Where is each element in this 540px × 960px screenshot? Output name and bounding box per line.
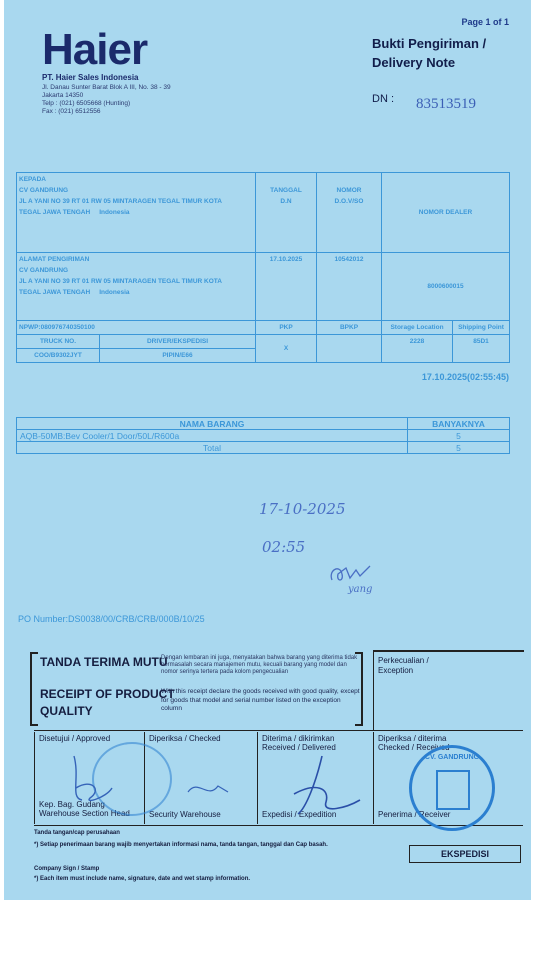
tanggal-label: TANGGAL [270,187,302,194]
storage-label: Storage Location [382,321,453,335]
shipping-label: Shipping Point [453,321,510,335]
sig-approved-label: Disetujui / Approved [39,734,111,743]
ship-country: Indonesia [99,289,130,296]
shipping-value: 85D1 [453,335,510,363]
ekspedisi-button: EKSPEDISI [409,845,521,863]
company-stamp-icon [409,745,495,831]
handwritten-signature-icon [326,562,376,586]
sig-label-line: Checked / Received [378,743,450,752]
nomor-header [317,173,382,253]
title-line-en: Delivery Note [372,55,456,70]
sig-foot-3: Expedisi / Expedition [262,810,337,819]
haier-logo: Haier [42,25,148,74]
driver-label: DRIVER/EKSPEDISI [100,335,256,349]
stamp-text: CV. GANDRUNG [424,754,480,761]
kepada-label: KEPADA [19,176,46,183]
tanggal-sub: D.N [280,198,292,205]
footer-sign-label: Tanda tangan/cap perusahaan [34,830,120,836]
truck-label: TRUCK NO. [17,335,100,349]
address-line: Jl. Danau Sunter Barat Blok A III, No. 38 - 39 [42,84,171,91]
total-value: 5 [408,442,510,454]
page-indicator: Page 1 of 1 [461,17,509,27]
title-line-id: Bukti Pengiriman / [372,36,487,51]
handwritten-name: yang [348,584,373,595]
total-label: Total [17,442,408,454]
delivery-note-paper [4,0,531,900]
print-timestamp: 17.10.2025(02:55:45) [421,372,509,382]
receipt-text-en: With this receipt declare the goods received with good quality, except for goods that model and serial number listed on the exception column [161,688,360,712]
handwritten-date: 17-10-2025 [259,500,346,518]
bracket-right-bottom [355,724,363,726]
sig-label-line: Received / Delivered [262,743,336,752]
table-row [17,430,510,442]
sig-checked-label: Diperiksa / Checked [149,734,221,743]
sig-foot-line: Warehouse Section Head [39,809,130,818]
tanggal-header [256,173,317,253]
nomor-sub: D.O.V/SO [334,198,364,205]
consignee-name: CV GANDRUNG [19,187,69,194]
nomor-label: NOMOR [336,187,362,194]
ship-address-cell [17,253,256,321]
sig-received-label [262,734,374,752]
sig-label-line: Diperiksa / diterima [378,734,447,743]
stamp-inner-box [436,770,470,810]
ship-label: ALAMAT PENGIRIMAN [19,256,90,263]
ship-address: TEGAL JAWA TENGAH [19,289,91,296]
receipt-title-en-line: RECEIPT OF PRODUCT [40,687,175,701]
truck-driver-cell [17,335,256,363]
checked-signature-icon [184,772,234,802]
receipt-text-id: Dengan lembaran ini juga, menyatakan bahwa barang yang diterima tidak bermasalah secara manajemen mutu, kecuali barang yang model dan nomor serinya tertera pada kolom pengecualian [161,655,358,675]
po-number: PO Number:DS0038/00/CRB/CRB/000B/10/25 [18,614,205,624]
consignee-address: TEGAL JAWA TENGAH [19,209,91,216]
date-value: 17.10.2025 [256,253,317,321]
sig-foot-2: Security Warehouse [149,810,221,819]
expedition-signature-icon [286,752,366,822]
footer-company-note: *) Each item must include name, signature, date and wet stamp information. [34,876,251,882]
bracket-left-bottom [30,724,38,726]
truck-value: COO/B9302JYT [17,349,100,363]
truck-driver-table [17,335,255,362]
ship-name: CV GANDRUNG [19,267,69,274]
col-nama-barang: NAMA BARANG [17,418,408,430]
pkp-value: X [256,335,317,363]
ship-address: JL A YANI NO 39 RT 01 RW 05 MINTARAGEN TEGAL TIMUR KOTA [19,278,222,285]
consignee-address: JL A YANI NO 39 RT 01 RW 05 MINTARAGEN TEGAL TIMUR KOTA [19,198,222,205]
phone-line: Telp : (021) 6505668 (Hunting) [42,100,131,107]
bracket-right-top [355,652,363,654]
sig-foot-line: Kep. Bag. Gudang [39,800,105,809]
receipt-title-en-line: QUALITY [40,704,93,718]
dealer-value: 8000600015 [382,253,510,321]
receipt-title-en [40,686,175,720]
consignee-table [16,172,510,363]
bpkp-label: BPKP [317,321,382,335]
footer-company-sign: Company Sign / Stamp [34,866,100,872]
bracket-left [30,652,32,726]
handwritten-time: 02:55 [262,538,306,556]
exception-label: Perkecualian / Exception [378,656,429,675]
sig-label-line: Diterima / dikirimkan [262,734,335,743]
document-title [372,34,486,72]
sig-foot-4: Penerima / Receiver [378,810,451,819]
dn-number: 83513519 [416,96,476,112]
kepada-cell [17,173,256,253]
receipt-title-id: TANDA TERIMA MUTU [40,655,168,669]
col-banyaknya: BANYAKNYA [408,418,510,430]
item-qty: 5 [408,430,510,442]
dealer-header: NOMOR DEALER [382,173,510,253]
npwp: NPWP:080976740350100 [17,321,256,335]
approved-signature-icon [62,748,122,808]
consignee-country: Indonesia [99,209,130,216]
bracket-right [361,652,363,726]
items-table [16,417,510,454]
bpkp-value [317,335,382,363]
exception-box [373,650,524,730]
driver-value: PIPIN/E66 [162,352,193,359]
footer-sign-note: *) Setiap penerimaan barang wajib menyertakan informasi nama, tanda tangan, tanggal dan Cap basah. [34,842,328,848]
address-line: Jakarta 14350 [42,92,84,99]
company-address [42,84,171,116]
fax-line: Fax : (021) 6512556 [42,108,101,115]
storage-value: 2228 [382,335,453,363]
bracket-left-top [30,652,38,654]
item-name: AQB-50MB:Bev Cooler/1 Door/50L/R600a [17,430,408,442]
company-name: PT. Haier Sales Indonesia [42,73,139,82]
pkp-label: PKP [256,321,317,335]
dn-label: DN : [372,93,394,105]
nomor-value: 10542012 [317,253,382,321]
